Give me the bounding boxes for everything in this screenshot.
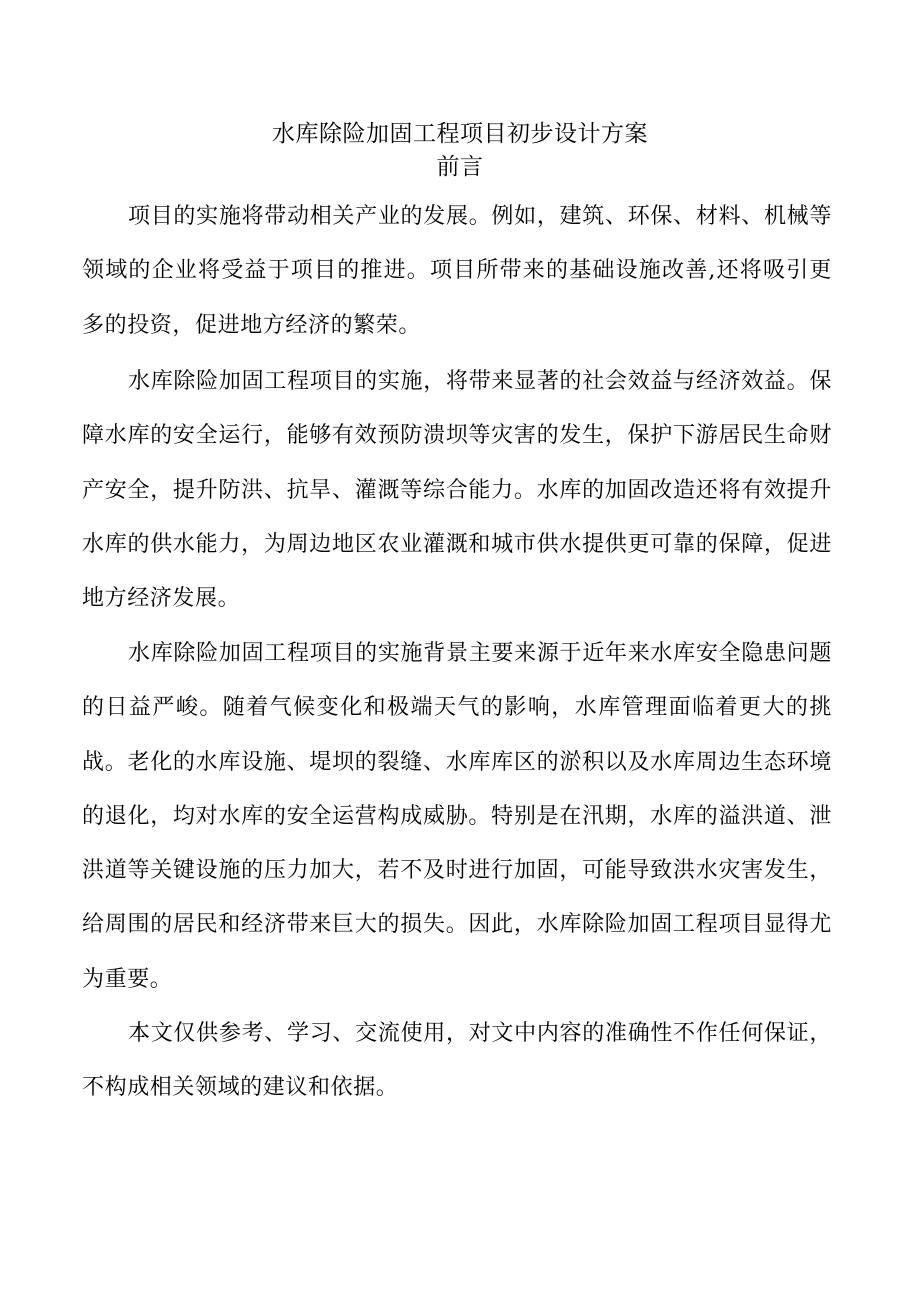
preface-heading: 前言 — [436, 154, 484, 180]
body-paragraph: 水库除险加固工程项目的实施背景主要来源于近年来水库安全隐患问题的日益严峻。随着气候变化和极端天气的影响，水库管理面临着更大的挑战。老化的水库设施、堤坝的裂缝、水库库区的淤积以及水库周边生态环境的退化，均对水库的安全运营构成威胁。特别是在汛期，水库的溢洪道、泄洪道等关键设施的压力加大，若不及时进行加固，可能导致洪水灾害发生，给周围的居民和经济带来巨大的损失。因此，水库除险加固工程项目显得尤为重要。 — [82, 641, 832, 992]
body-paragraph: 水库除险加固工程项目的实施，将带来显著的社会效益与经济效益。保障水库的安全运行，能够有效预防溃坝等灾害的发生，保护下游居民生命财产安全，提升防洪、抗旱、灌溉等综合能力。水库的加固改造还将有效提升水库的供水能力，为周边地区农业灌溉和城市供水提供更可靠的保障，促进地方经济发展。 — [82, 369, 832, 612]
document-title: 水库除险加固工程项目初步设计方案 — [272, 121, 648, 147]
disclaimer-paragraph: 本文仅供参考、学习、交流使用，对文中内容的准确性不作任何保证，不构成相关领域的建议和依据。 — [82, 1021, 832, 1101]
body-paragraph: 项目的实施将带动相关产业的发展。例如，建筑、环保、材料、机械等领域的企业将受益于项目的推进。项目所带来的基础设施改善,还将吸引更多的投资，促进地方经济的繁荣。 — [82, 204, 832, 338]
